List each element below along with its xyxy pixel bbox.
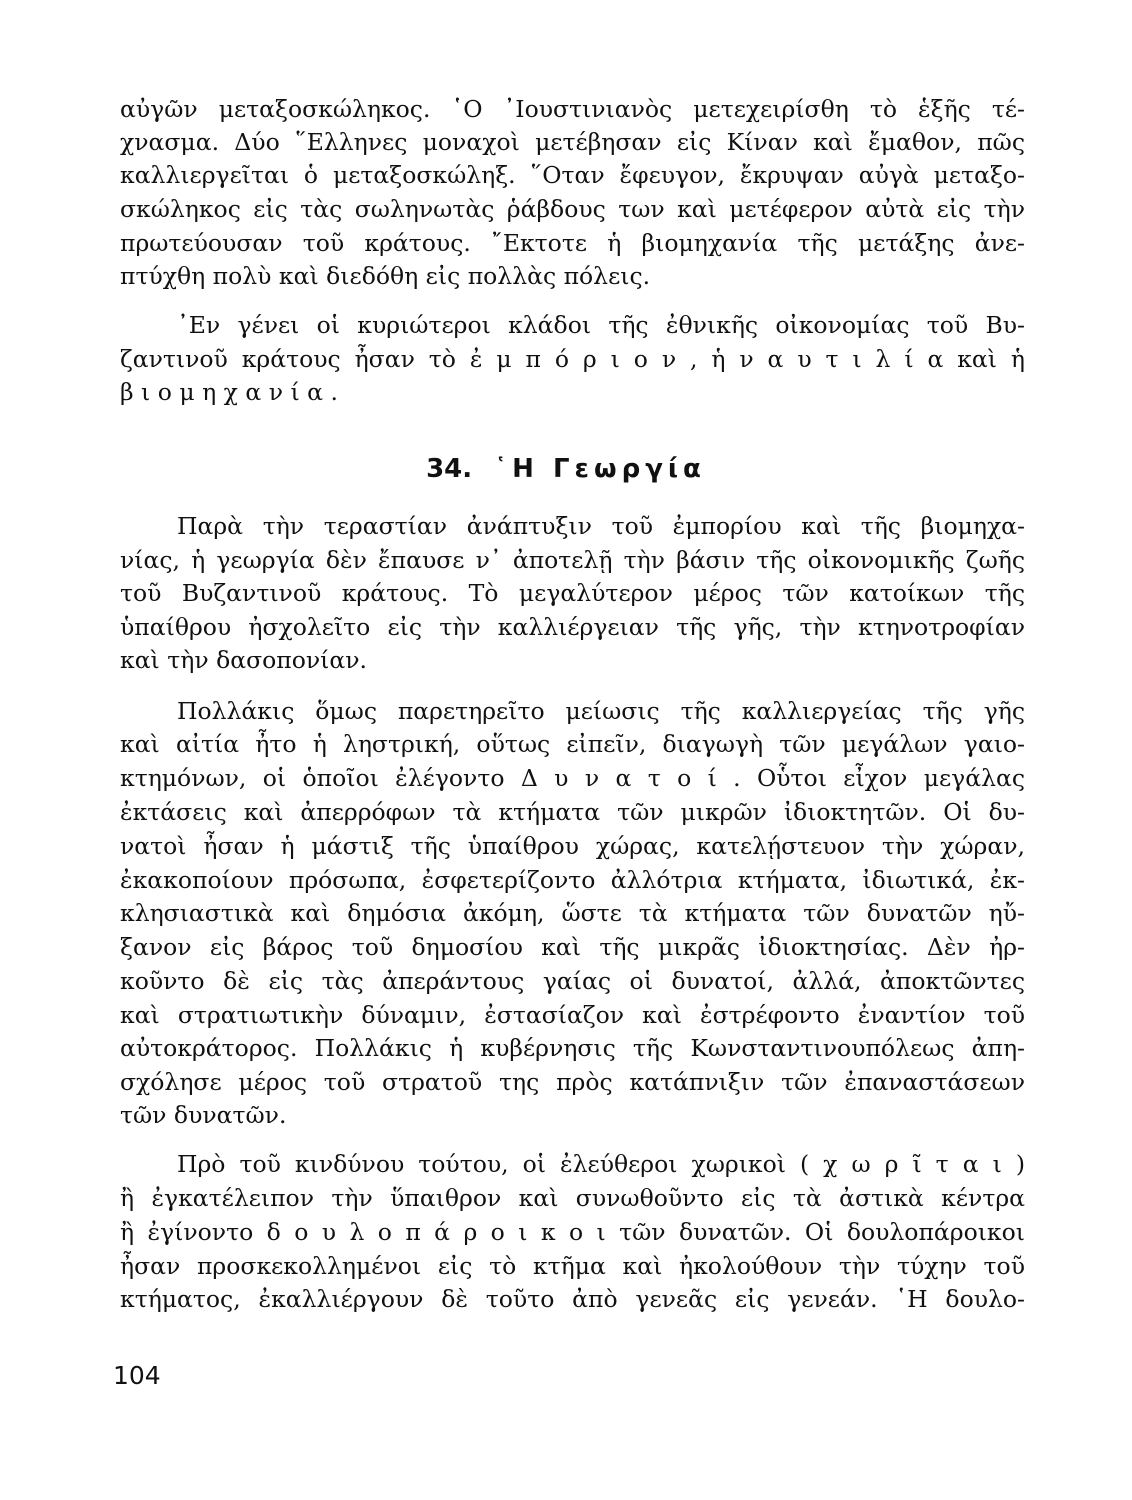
paragraph-line: κτημόνων, οἱ ὁποῖοι ἐλέγοντο Δ υ ν α τ ο ί . Οὗτοι εἶχον μεγάλας: [120, 764, 1025, 792]
paragraph-line: τῶν δυνατῶν.: [120, 1101, 287, 1129]
section-number: 34.: [426, 454, 473, 484]
paragraph-line: χνασμα. Δύο ῞Ελληνες μοναχοὶ μετέβησαν εἰς Κίναν καὶ ἔμαθον, πῶς: [120, 128, 1025, 156]
page-number: 104: [113, 1361, 161, 1390]
paragraph-line: καὶ αἰτία ἦτο ἡ ληστρική, οὕτως εἰπεῖν, διαγωγὴ τῶν μεγάλων γαιο-: [120, 730, 1025, 758]
paragraph-line: σχόλησε μέρος τοῦ στρατοῦ της πρὸς κατάπνιξιν τῶν ἐπαναστάσεων: [120, 1068, 1025, 1096]
paragraph-line: κλησιαστικὰ καὶ δημόσια ἀκόμη, ὥστε τὰ κτήματα τῶν δυνατῶν ηὔ-: [120, 899, 1025, 927]
paragraph-line: ἦσαν προσκεκολλημένοι εἰς τὸ κτῆμα καὶ ἠκολούθουν τὴν τύχην τοῦ: [120, 1252, 1025, 1280]
paragraph-line: ζαντινοῦ κράτους ἦσαν τὸ ἐ μ π ό ρ ι ο ν , ἡ ν α υ τ ι λ ί α καὶ ἡ: [120, 345, 1025, 373]
paragraph-line: καλλιεργεῖται ὁ μεταξοσκώληξ. ῞Οταν ἔφευγον, ἔκρυψαν αὐγὰ μεταξο-: [120, 161, 1025, 189]
paragraph-line: β ι ο μ η χ α ν ί α .: [120, 378, 338, 406]
paragraph-line: κοῦντο δὲ εἰς τὰς ἀπεράντους γαίας οἱ δυνατοί, ἀλλά, ἀποκτῶντες: [120, 967, 1025, 995]
paragraph-line: αὐτοκράτορος. Πολλάκις ἡ κυβέρνησις τῆς Κωνσταντινουπόλεως ἀπη-: [120, 1034, 1025, 1062]
paragraph-line: νίας, ἡ γεωργία δὲν ἔπαυσε ν᾿ ἀποτελῇ τὴν βάσιν τῆς οἰκονομικῆς ζωῆς: [120, 546, 1025, 574]
paragraph-line: ὑπαίθρου ἠσχολεῖτο εἰς τὴν καλλιέργειαν τῆς γῆς, τὴν κτηνοτροφίαν: [120, 613, 1025, 641]
paragraph-line: πτύχθη πολὺ καὶ διεδόθη εἰς πολλὰς πόλεις.: [120, 262, 651, 290]
paragraph-line: νατοὶ ἦσαν ἡ μάστιξ τῆς ὑπαίθρου χώρας, κατελῄστευον τὴν χώραν,: [120, 832, 1025, 860]
paragraph-line: σκώληκος εἰς τὰς σωληνωτὰς ῥάβδους των καὶ μετέφερον αὐτὰ εἰς τὴν: [120, 195, 1025, 223]
section-heading: [0, 456, 1132, 482]
paragraph-line: κτήματος, ἐκαλλιέργουν δὲ τοῦτο ἀπὸ γενεᾶς εἰς γενεάν. ῾Η δουλο-: [120, 1285, 1025, 1313]
paragraph-line: Πολλάκις ὅμως παρετηρεῖτο μείωσις τῆς καλλιεργείας τῆς γῆς: [177, 697, 1025, 725]
paragraph-line: πρωτεύουσαν τοῦ κράτους. ῎Εκτοτε ἡ βιομηχανία τῆς μετάξης ἀνε-: [120, 229, 1025, 257]
paragraph-line: Παρὰ τὴν τεραστίαν ἀνάπτυξιν τοῦ ἐμπορίου καὶ τῆς βιομηχα-: [177, 512, 1025, 540]
paragraph-line: Πρὸ τοῦ κινδύνου τούτου, οἱ ἐλεύθεροι χωρικοὶ ( χ ω ρ ῖ τ α ι ): [177, 1150, 1025, 1178]
paragraph-line: τοῦ Βυζαντινοῦ κράτους. Τὸ μεγαλύτερον μέρος τῶν κατοίκων τῆς: [120, 579, 1025, 607]
paragraph-line: ἐκτάσεις καὶ ἀπερρόφων τὰ κτήματα τῶν μικρῶν ἰδιοκτητῶν. Οἱ δυ-: [120, 798, 1025, 826]
paragraph-line: ξανον εἰς βάρος τοῦ δημοσίου καὶ τῆς μικρᾶς ἰδιοκτησίας. Δὲν ἠρ-: [120, 933, 1025, 961]
paragraph-line: καὶ στρατιωτικὴν δύναμιν, ἐστασίαζον καὶ ἐστρέφοντο ἐναντίον τοῦ: [120, 1001, 1025, 1029]
paragraph-line: καὶ τὴν δασοπονίαν.: [120, 646, 368, 674]
paragraph-line: ἐκακοποίουν πρόσωπα, ἐσφετερίζοντο ἀλλότρια κτήματα, ἰδιωτικά, ἐκ-: [120, 866, 1025, 894]
paragraph-line: ἢ ἐγίνοντο δ ο υ λ ο π ά ρ ο ι κ ο ι τῶν δυνατῶν. Οἱ δουλοπάροικοι: [120, 1218, 1025, 1246]
paragraph-line: ᾿Εν γένει οἱ κυριώτεροι κλάδοι τῆς ἐθνικῆς οἰκονομίας τοῦ Βυ-: [177, 311, 1025, 339]
paragraph-line: ἢ ἐγκατέλειπον τὴν ὕπαιθρον καὶ συνωθοῦντο εἰς τὰ ἀστικὰ κέντρα: [120, 1184, 1025, 1212]
paragraph-line: αὐγῶν μεταξοσκώληκος. ῾Ο ᾿Ιουστινιανὸς μετεχειρίσθη τὸ ἑξῆς τέ-: [120, 95, 1025, 123]
section-title: ῾Η Γεωργία: [494, 454, 706, 484]
